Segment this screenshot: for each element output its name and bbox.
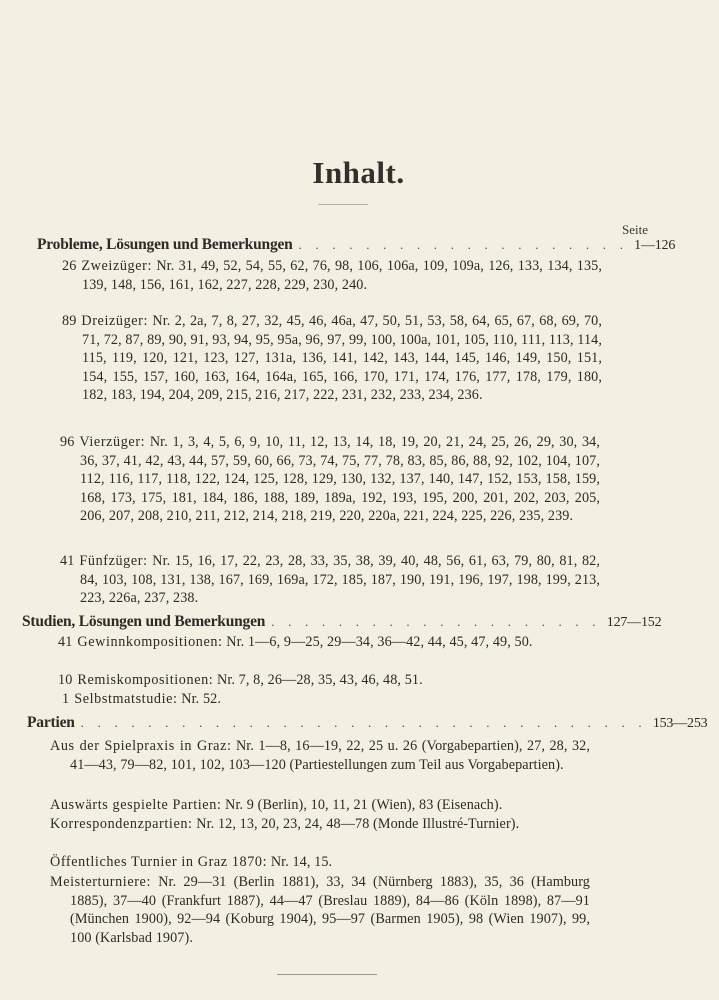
entry-category: Korrespondenzpartien: [50, 816, 193, 832]
leader-dots: . . . . . . . . . . . . . . . . . . . . [298, 237, 629, 252]
entry-text: Nr. 1—6, 9—25, 29—34, 36—42, 44, 45, 47, 49, 50. [226, 634, 533, 650]
page-title: Inhalt. [312, 155, 405, 190]
toc-entry [60, 552, 600, 608]
entry-category: Auswärts gespielte Partien: [50, 797, 222, 813]
title-divider [318, 204, 368, 205]
entry-category: Vierzüger: [79, 434, 146, 450]
entry-count: 1 [62, 691, 70, 707]
entry-category: Zweizüger: [81, 258, 152, 274]
entry-text: Nr. 1, 3, 4, 5, 6, 9, 10, 11, 12, 13, 14, 18, 19, 20, 21, 24, 25, 26, 29, 30, 34, 36, 37, 41, 42, 43, 44, 57, 59, 60, 66, 73, 74, 75, 77, 78, 83, 85, 86, 88, 92, 102, 104, 107, 112, 116, 117, 118, 122, 124, 125, 128, 129, 130, 132, 137, 140, 147, 152, 153, 158, 159, 168, 173, 175, 181, 184, 186, 188, 189, 189a, 192, 193, 195, 200, 201, 202, 203, 205, 206, 207, 208, 210, 211, 212, 214, 218, 219, 220, 220a, 221, 224, 225, 226, 235, 239. [80, 434, 600, 525]
entry-text: Nr. 2, 2a, 7, 8, 27, 32, 45, 46, 46a, 47, 50, 51, 53, 58, 64, 65, 67, 68, 69, 70, 71, 72, 87, 89, 90, 91, 93, 94, 95, 95a, 96, 97, 99, 100, 100a, 101, 105, 110, 111, 113, 114, 115, 119, 120, 121, 123, 127, 131a, 136, 141, 142, 143, 144, 145, 146, 149, 150, 151, 154, 155, 157, 160, 163, 164, 164a, 165, 166, 170, 171, 174, 176, 177, 178, 179, 180, 182, 183, 194, 204, 209, 215, 216, 217, 222, 231, 232, 233, 234, 236. [82, 313, 602, 404]
entry-text: Nr. 9 (Berlin), 10, 11, 21 (Wien), 83 (Eisenach). [225, 797, 503, 813]
toc-entry [58, 633, 598, 652]
leader-dots: . . . . . . . . . . . . . . . . . . . . [271, 614, 601, 629]
toc-section-heading[interactable] [22, 613, 662, 631]
entry-category: Fünfzüger: [79, 553, 148, 569]
entry-text: Nr. 14, 15. [270, 854, 333, 870]
entry-text: Nr. 31, 49, 52, 54, 55, 62, 76, 98, 106, 106a, 109, 109a, 126, 133, 134, 135, 139, 148, 156, 161, 162, 227, 228, 229, 230, 240. [82, 258, 603, 293]
entry-category: Remiskompositionen: [77, 672, 214, 688]
page-range: 1—126 [634, 238, 676, 253]
entry-category: Aus der Spielpraxis in Graz: [50, 738, 232, 754]
toc-entry [62, 257, 602, 294]
page-column-label: Seite [622, 222, 648, 237]
entry-text: Nr. 29—31 (Berlin 1881), 33, 34 (Nürnberg 1883), 35, 36 (Hamburg 1885), 37—40 (Frankfurt 1887), 44—47 (Breslau 1889), 84—86 (Köln 1898), 87—91 (München 1900), 92—94 (Koburg 1904), 95—97 (Barmen 1905), 98 (Wien 1907), 99, 100 (Karlsbad 1907). [70, 874, 591, 946]
toc-entry [60, 433, 600, 526]
entry-text: Nr. 52. [181, 691, 221, 707]
entry-count: 41 [60, 553, 75, 569]
entry-category: Dreizüger: [81, 313, 149, 329]
bottom-divider [277, 974, 377, 975]
entry-text: Nr. 7, 8, 26—28, 35, 43, 46, 48, 51. [216, 672, 423, 688]
entry-count: 96 [60, 434, 75, 450]
toc-entry [50, 853, 590, 872]
leader-dots: . . . . . . . . . . . . . . . . . . . . . . . . . . . . . . . . . . [80, 715, 647, 730]
entry-text: Nr. 12, 13, 20, 23, 24, 48—78 (Monde Illustré-Turnier). [196, 816, 520, 832]
entry-count: 89 [62, 313, 77, 329]
entry-count: 26 [62, 258, 77, 274]
section-title: Probleme, Lösungen und Bemerkungen [37, 236, 293, 253]
toc-entry [58, 671, 598, 690]
toc-section-heading[interactable] [37, 236, 676, 254]
entry-count: 41 [58, 634, 73, 650]
section-title: Studien, Lösungen und Bemerkungen [22, 613, 266, 630]
toc-entry [50, 737, 590, 774]
toc-entry [50, 815, 590, 834]
entry-text: Nr. 15, 16, 17, 22, 23, 28, 33, 35, 38, 39, 40, 48, 56, 61, 63, 79, 80, 81, 82, 84, 103, 108, 131, 138, 167, 169, 169a, 172, 185, 187, 190, 191, 196, 197, 198, 199, 213, 223, 226a, 237, 238. [80, 553, 600, 607]
page-range: 153—253 [652, 716, 708, 731]
entry-category: Meisterturniere: [50, 874, 151, 890]
entry-count: 10 [58, 672, 73, 688]
entry-category: Gewinnkompositionen: [77, 634, 223, 650]
toc-section-heading[interactable] [27, 714, 708, 732]
entry-text: Nr. 1—8, 16—19, 22, 25 u. 26 (Vorgabepartien), 27, 28, 32, 41—43, 79—82, 101, 102, 103—120 (Partiestellungen zum Teil aus Vorgabepartien). [70, 738, 590, 773]
toc-entry [62, 312, 602, 405]
section-title: Partien [27, 714, 75, 731]
toc-entry [50, 873, 590, 947]
toc-entry [62, 690, 602, 709]
toc-entry [50, 796, 590, 815]
page-range: 127—152 [606, 615, 662, 630]
entry-category: Selbstmatstudie: [74, 691, 178, 707]
entry-category: Öffentliches Turnier in Graz 1870: [50, 854, 268, 870]
